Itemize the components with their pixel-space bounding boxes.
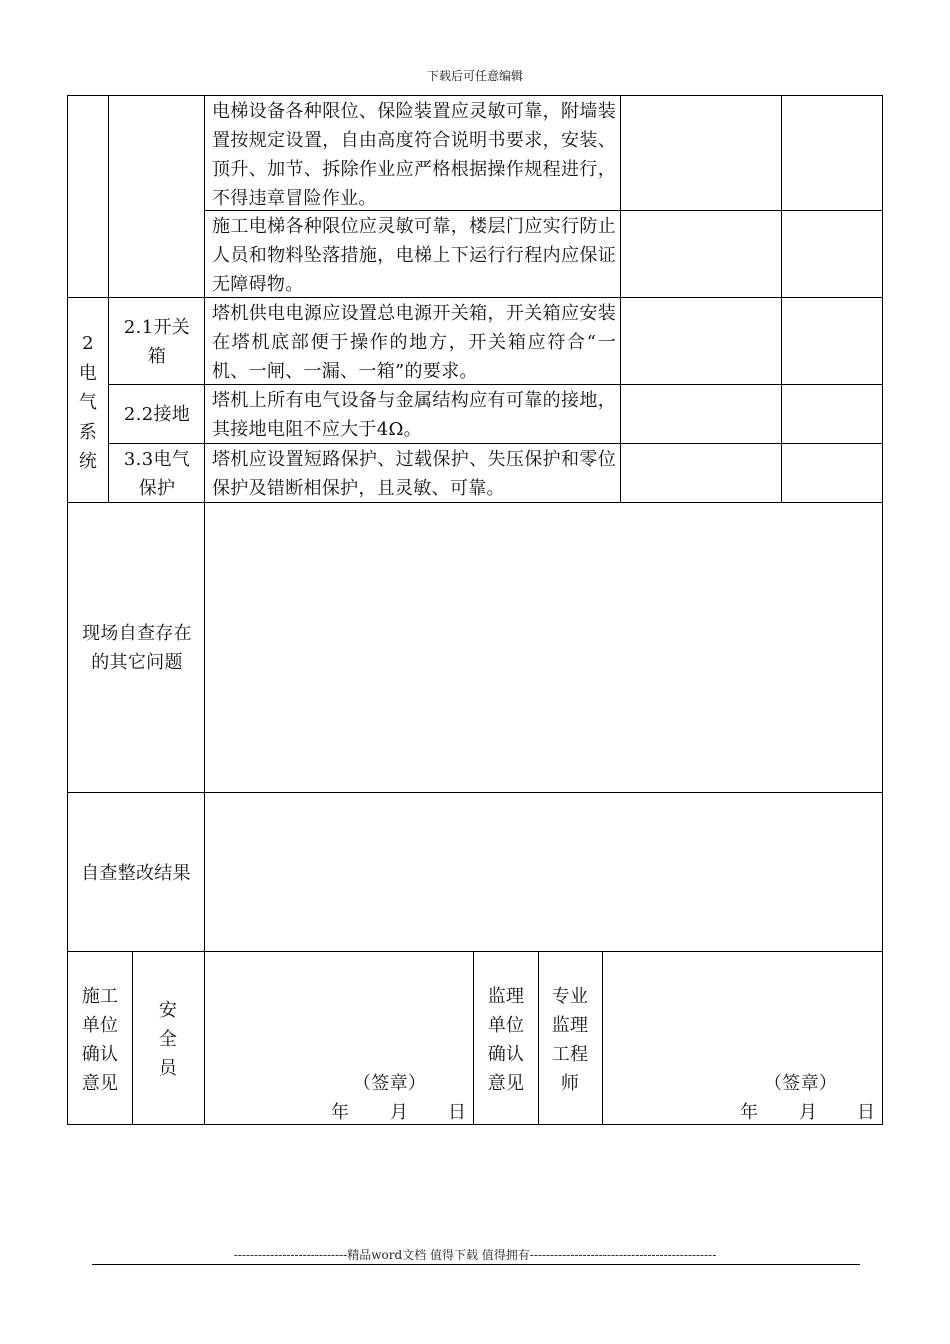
construction-unit-label: 施工单位确认意见 <box>81 986 119 1094</box>
supervision-month: 月 <box>799 1102 818 1123</box>
footer-rule <box>92 1264 860 1265</box>
sub-switch-box: 2.1开关箱 <box>123 317 191 367</box>
rule-switch-box: 塔机供电电源应设置总电源开关箱，开关箱应安装在塔机底部便于操作的地方，开关箱应符合“一机、一闸、一漏、一箱”的要求。 <box>212 303 616 382</box>
rule-elevator-safety: 电梯设备各种限位、保险装置应灵敏可靠，附墙装置按规定设置，自由高度符合说明书要求，安装、顶升、加节、拆除作业应严格根据操作规程进行，不得违章冒险作业。 <box>212 101 616 209</box>
rectify-label: 自查整改结果 <box>81 863 191 884</box>
self-check-label: 现场自查存在的其它问题 <box>82 623 192 673</box>
self-check-content[interactable] <box>205 503 882 792</box>
electrical-system-label: 2电气系统 <box>78 333 98 472</box>
construction-day: 日 <box>448 1102 467 1123</box>
supervision-seal: （签章） <box>764 1073 838 1094</box>
supervision-unit-label: 监理单位确认意见 <box>487 986 525 1094</box>
page-header: 下载后可任意编辑 <box>426 69 523 83</box>
supervision-day: 日 <box>857 1102 876 1123</box>
construction-year: 年 <box>331 1102 350 1123</box>
sub-electrical-protection: 3.3电气保护 <box>123 449 191 499</box>
construction-seal: （签章） <box>353 1073 427 1094</box>
supervision-year: 年 <box>740 1102 759 1123</box>
supervision-engineer-label: 专业监理工程师 <box>551 986 589 1094</box>
page-footer: ----------------------------精品word文档 值得下载 值得拥有---------------------------------------------- <box>233 1248 717 1262</box>
safety-officer-label: 安全员 <box>158 1000 178 1079</box>
rule-construction-elevator: 施工电梯各种限位应灵敏可靠，楼层门应实行防止人员和物料坠落措施，电梯上下运行行程内应保证无障碍物。 <box>212 216 616 295</box>
rule-grounding: 塔机上所有电气设备与金属结构应有可靠的接地，其接地电阻不应大于4Ω。 <box>212 390 616 440</box>
construction-month: 月 <box>390 1102 409 1123</box>
sub-grounding: 2.2接地 <box>123 404 191 425</box>
rectify-content[interactable] <box>205 793 882 951</box>
rule-electrical-protection: 塔机应设置短路保护、过载保护、失压保护和零位保护及错断相保护，且灵敏、可靠。 <box>212 449 616 499</box>
